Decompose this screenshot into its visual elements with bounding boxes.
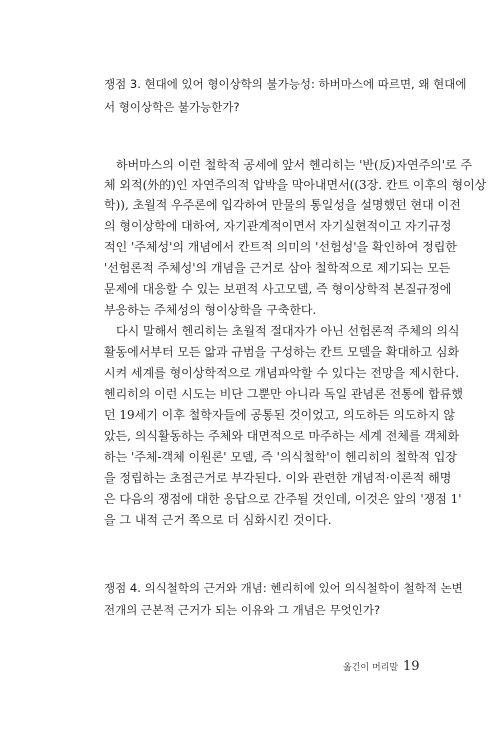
paragraph-2-line-3: 시켜 세계를 형이상학적으로 개념파악할 수 있다는 전망을 제시한다. [104,366,460,380]
question-4-heading-line-1: 쟁점 4. 의식철학의 근거와 개념: 헨리히에 있어 의식철학이 철학적 논변 [104,581,463,595]
question-4-heading-line-2: 전개의 근본적 근거가 되는 이유와 그 개념은 무엇인가? [104,603,381,617]
paragraph-1-line-1: 하버마스의 이런 철학적 공세에 앞서 헨리히는 '반(反)자연주의'로 주 [116,158,473,172]
paragraph-2-line-5: 던 19세기 이후 철학자들에 공통된 것이었고, 의도하든 의도하지 않 [104,408,455,422]
paragraph-1-line-4: 의 형이상학에 대하여, 자기관계적이면서 자기실현적이고 자기규정 [104,219,452,233]
paragraph-1-line-5: 적인 '주체성'의 개념에서 칸트적 의미의 '선험성'을 확인하여 정립한 [104,240,457,254]
paragraph-2-line-1: 다시 말해서 헨리히는 초월적 절대자가 아닌 선험론적 주체의 의식 [116,324,460,338]
running-footer-section-label: 옮긴이 머리말 [343,663,399,673]
paragraph-2-line-8: 을 정립하는 초점근거로 부각된다. 이와 관련한 개념적·이론적 해명 [104,471,452,485]
paragraph-1-line-8: 부응하는 주체성의 형이상학을 구축한다. [104,303,317,317]
paragraph-1-line-7: 문제에 대응할 수 있는 보편적 사고모델, 즉 형이상학적 본질규정에 [104,282,452,296]
paragraph-1-line-3: 학)), 초월적 우주론에 입각하여 만물의 통일성을 설명했던 현대 이전 [104,198,461,212]
paragraph-2-line-10: 을 그 내적 근거 쪽으로 더 심화시킨 것이다. [104,513,332,527]
page-number: 19 [403,659,420,674]
paragraph-2-line-2: 활동에서부터 모든 앎과 규범을 구성하는 칸트 모델을 확대하고 심화 [104,345,460,359]
paragraph-2-line-6: 았든, 의식활동하는 주체와 대면적으로 마주하는 세계 전체를 객체화 [104,429,460,443]
question-3-heading-line-2: 서 형이상학은 불가능한가? [104,100,240,114]
question-3-heading-line-1: 쟁점 3. 현대에 있어 형이상학의 불가능성: 하버마스에 따르면, 왜 현대에 [104,77,467,91]
paragraph-2-line-4: 헨리히의 이런 시도는 비단 그뿐만 아니라 독일 관념론 전통에 합류했 [104,387,463,401]
paragraph-1-line-2: 체 외적(外的)인 자연주의적 압박을 막아내면서((3장. 칸트 이후의 형이상 [104,178,487,192]
paragraph-2-line-9: 은 다음의 쟁점에 대한 응답으로 간주될 것인데, 이것은 앞의 '쟁점 1' [104,492,462,506]
paragraph-1-line-6: '선험론적 주체성'의 개념을 근거로 삼아 철학적으로 제기되는 모든 [104,261,451,275]
paragraph-2-line-7: 하는 '주체-객체 이원론' 모델, 즉 '의식철학'이 헨리히의 철학적 입장 [104,450,457,464]
